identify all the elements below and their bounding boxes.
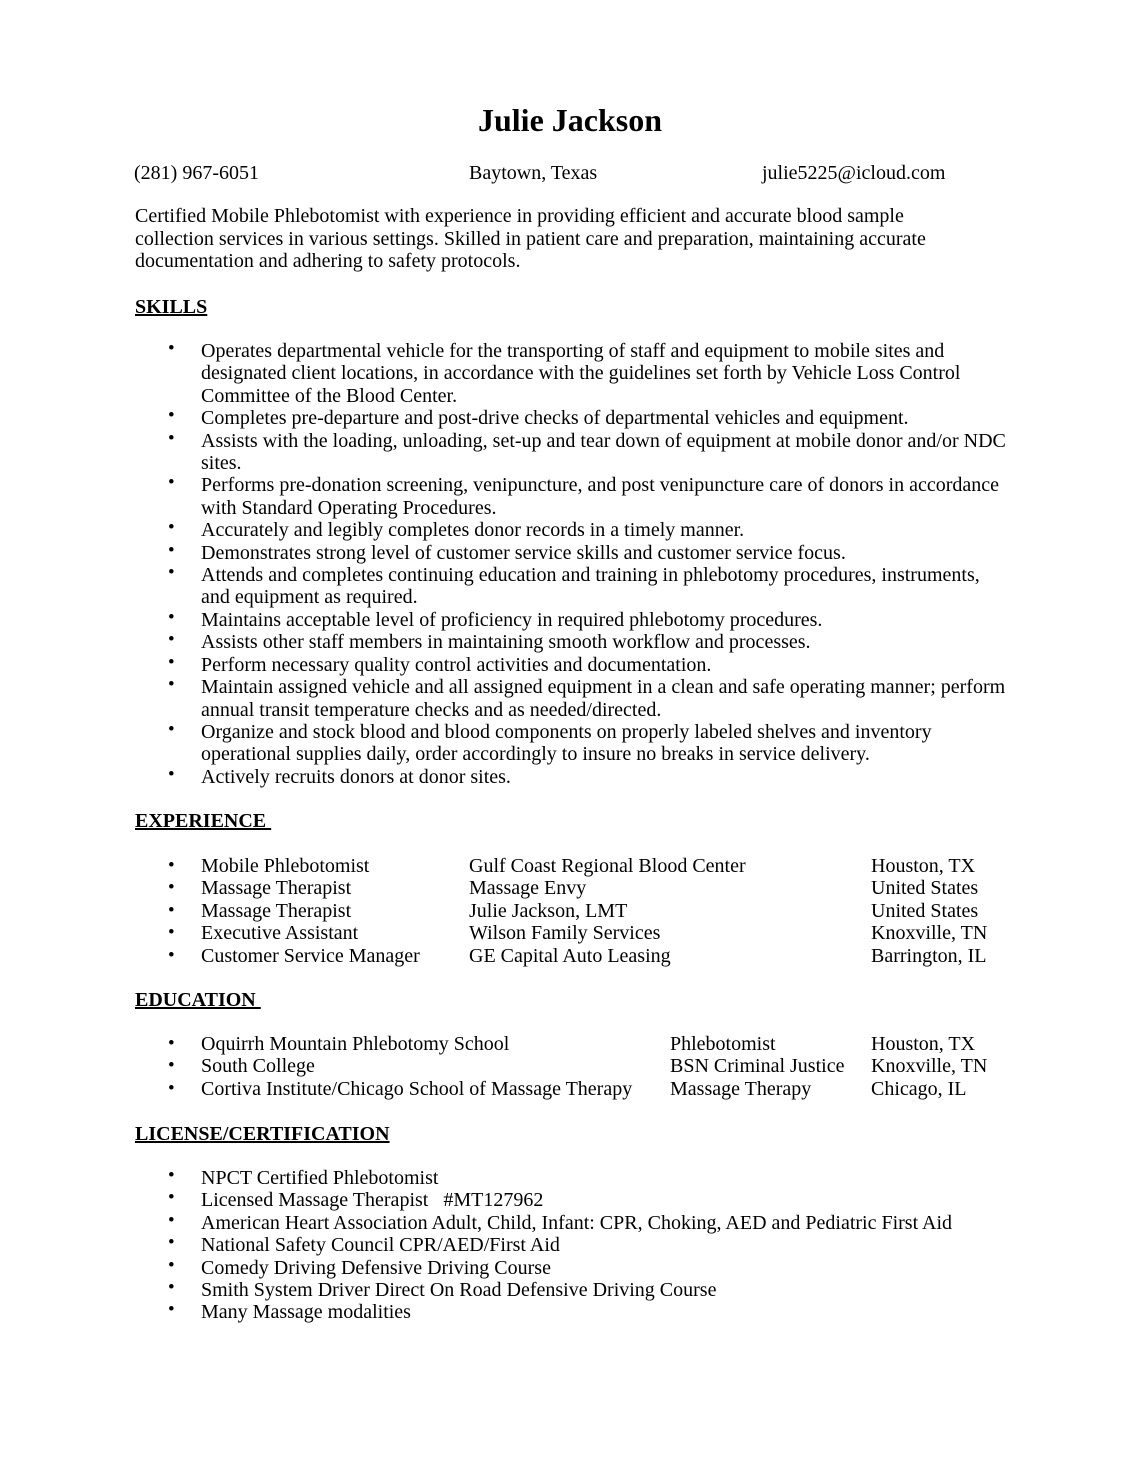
skills-list bbox=[0, 340, 1011, 788]
employer: Massage Envy bbox=[469, 877, 587, 900]
school-name: South College bbox=[201, 1055, 315, 1078]
bullet-icon: • bbox=[168, 539, 175, 561]
bullet-icon: • bbox=[168, 472, 175, 494]
list-item: • Assists other staff members in maintaining smooth workflow and processes. bbox=[168, 629, 811, 654]
bullet-icon: • bbox=[168, 1055, 175, 1077]
bullet-icon: • bbox=[168, 1077, 175, 1099]
list-item: • Completes pre-departure and post-drive checks of departmental vehicles and equipment. bbox=[168, 405, 909, 430]
list-item: • Many Massage modalities bbox=[168, 1299, 411, 1324]
school-location: Houston, TX bbox=[871, 1033, 976, 1055]
experience-heading: EXPERIENCE bbox=[135, 810, 272, 832]
list-item: • Demonstrates strong level of customer service skills and customer service focus. bbox=[168, 539, 846, 564]
employer: Gulf Coast Regional Blood Center bbox=[469, 855, 746, 877]
skills-heading: SKILLS bbox=[135, 296, 208, 318]
list-item: • Maintain assigned vehicle and all assigned equipment in a clean and safe operating manner; perform annual transit temperature checks and as needed/directed. bbox=[168, 674, 1006, 721]
education-table bbox=[0, 1033, 1140, 1100]
bullet-icon: • bbox=[168, 944, 175, 966]
list-item: • Actively recruits donors at donor sites. bbox=[168, 763, 511, 788]
list-item: • Operates departmental vehicle for the transporting of staff and equipment to mobile sites and designated client locations, in accordance with the guidelines set forth by Vehicle Loss Control Committee of the Blood Center. bbox=[168, 338, 961, 407]
bullet-icon: • bbox=[168, 718, 175, 740]
bullet-icon: • bbox=[168, 1232, 175, 1254]
license-list bbox=[0, 1167, 1011, 1324]
list-item: • Accurately and legibly completes donor records in a timely manner. bbox=[168, 517, 745, 542]
list-item: • Licensed Massage Therapist #MT127962 bbox=[168, 1187, 544, 1212]
list-item: • Comedy Driving Defensive Driving Course bbox=[168, 1254, 551, 1279]
program: BSN Criminal Justice bbox=[670, 1055, 845, 1078]
table-row bbox=[0, 1055, 1140, 1077]
job-location: Barrington, IL bbox=[871, 944, 987, 967]
bullet-icon: • bbox=[168, 899, 175, 921]
list-item: • Assists with the loading, unloading, set-up and tear down of equipment at mobile donor and/or NDC sites. bbox=[168, 427, 1006, 475]
job-title: Mobile Phlebotomist bbox=[201, 855, 370, 877]
employer: Wilson Family Services bbox=[469, 922, 661, 945]
employer: Julie Jackson, LMT bbox=[469, 899, 628, 922]
job-title: Massage Therapist bbox=[201, 899, 352, 922]
school-name: Cortiva Institute/Chicago School of Massage Therapy bbox=[201, 1077, 633, 1100]
school-location: Chicago, IL bbox=[871, 1077, 967, 1100]
bullet-icon: • bbox=[168, 1165, 175, 1186]
list-item: • Performs pre-donation screening, venipuncture, and post venipuncture care of donors in accordance with Standard Operating Procedures. bbox=[168, 472, 1000, 519]
contact-phone: (281) 967-6051 bbox=[134, 162, 259, 184]
bullet-icon: • bbox=[168, 517, 175, 539]
bullet-icon: • bbox=[168, 855, 175, 876]
school-location: Knoxville, TN bbox=[871, 1055, 988, 1078]
bullet-icon: • bbox=[168, 405, 175, 427]
job-location: United States bbox=[871, 877, 979, 900]
job-location: United States bbox=[871, 899, 979, 922]
table-row bbox=[0, 945, 1140, 967]
bullet-icon: • bbox=[168, 427, 175, 449]
education-heading: EDUCATION bbox=[135, 989, 261, 1011]
job-location: Knoxville, TN bbox=[871, 922, 988, 945]
job-title: Customer Service Manager bbox=[201, 944, 420, 967]
bullet-icon: • bbox=[168, 1299, 175, 1321]
contact-location: Baytown, Texas bbox=[469, 162, 598, 184]
license-heading: LICENSE/CERTIFICATION bbox=[135, 1123, 390, 1145]
table-row bbox=[0, 855, 1140, 877]
employer: GE Capital Auto Leasing bbox=[469, 944, 671, 967]
bullet-icon: • bbox=[168, 629, 175, 651]
bullet-icon: • bbox=[168, 674, 175, 696]
experience-table bbox=[0, 855, 1140, 967]
program: Massage Therapy bbox=[670, 1077, 812, 1100]
bullet-icon: • bbox=[168, 606, 175, 628]
bullet-icon: • bbox=[168, 562, 175, 584]
list-item: • National Safety Council CPR/AED/First Aid bbox=[168, 1232, 560, 1257]
table-row bbox=[0, 877, 1140, 899]
table-row bbox=[0, 922, 1140, 944]
list-item: • Organize and stock blood and blood components on properly labeled shelves and inventory operational supplies daily, order accordingly to insure no breaks in service delivery. bbox=[168, 718, 932, 766]
list-item: • Attends and completes continuing education and training in phlebotomy procedures, instruments, and equipment as required. bbox=[168, 562, 980, 609]
bullet-icon: • bbox=[168, 877, 175, 899]
job-title: Executive Assistant bbox=[201, 922, 359, 945]
table-row bbox=[0, 1033, 1140, 1055]
job-title: Massage Therapist bbox=[201, 877, 352, 900]
contact-email: julie5225@icloud.com bbox=[762, 162, 946, 184]
table-row bbox=[0, 1078, 1140, 1100]
list-item: • Perform necessary quality control activities and documentation. bbox=[168, 651, 712, 676]
professional-summary: Certified Mobile Phlebotomist with experience in providing efficient and accurate blood sample collection services in various settings. Skilled in patient care and preparation, maintaining accurate documentation and adhering to safety protocols. bbox=[135, 205, 926, 272]
bullet-icon: • bbox=[168, 1277, 175, 1299]
job-location: Houston, TX bbox=[871, 855, 976, 877]
list-item: • American Heart Association Adult, Child, Infant: CPR, Choking, AED and Pediatric First Aid bbox=[168, 1209, 953, 1234]
bullet-icon: • bbox=[168, 922, 175, 944]
list-item: • NPCT Certified Phlebotomist bbox=[168, 1165, 439, 1189]
bullet-icon: • bbox=[168, 763, 175, 785]
bullet-icon: • bbox=[168, 1209, 175, 1231]
table-row bbox=[0, 900, 1140, 922]
program: Phlebotomist bbox=[670, 1033, 776, 1055]
list-item: • Smith System Driver Direct On Road Defensive Driving Course bbox=[168, 1277, 717, 1302]
bullet-icon: • bbox=[168, 1033, 175, 1054]
candidate-name: Julie Jackson bbox=[477, 102, 663, 138]
bullet-icon: • bbox=[168, 338, 175, 359]
list-item: • Maintains acceptable level of proficiency in required phlebotomy procedures. bbox=[168, 606, 823, 631]
school-name: Oquirrh Mountain Phlebotomy School bbox=[201, 1033, 510, 1055]
bullet-icon: • bbox=[168, 1254, 175, 1276]
bullet-icon: • bbox=[168, 651, 175, 673]
bullet-icon: • bbox=[168, 1187, 175, 1209]
